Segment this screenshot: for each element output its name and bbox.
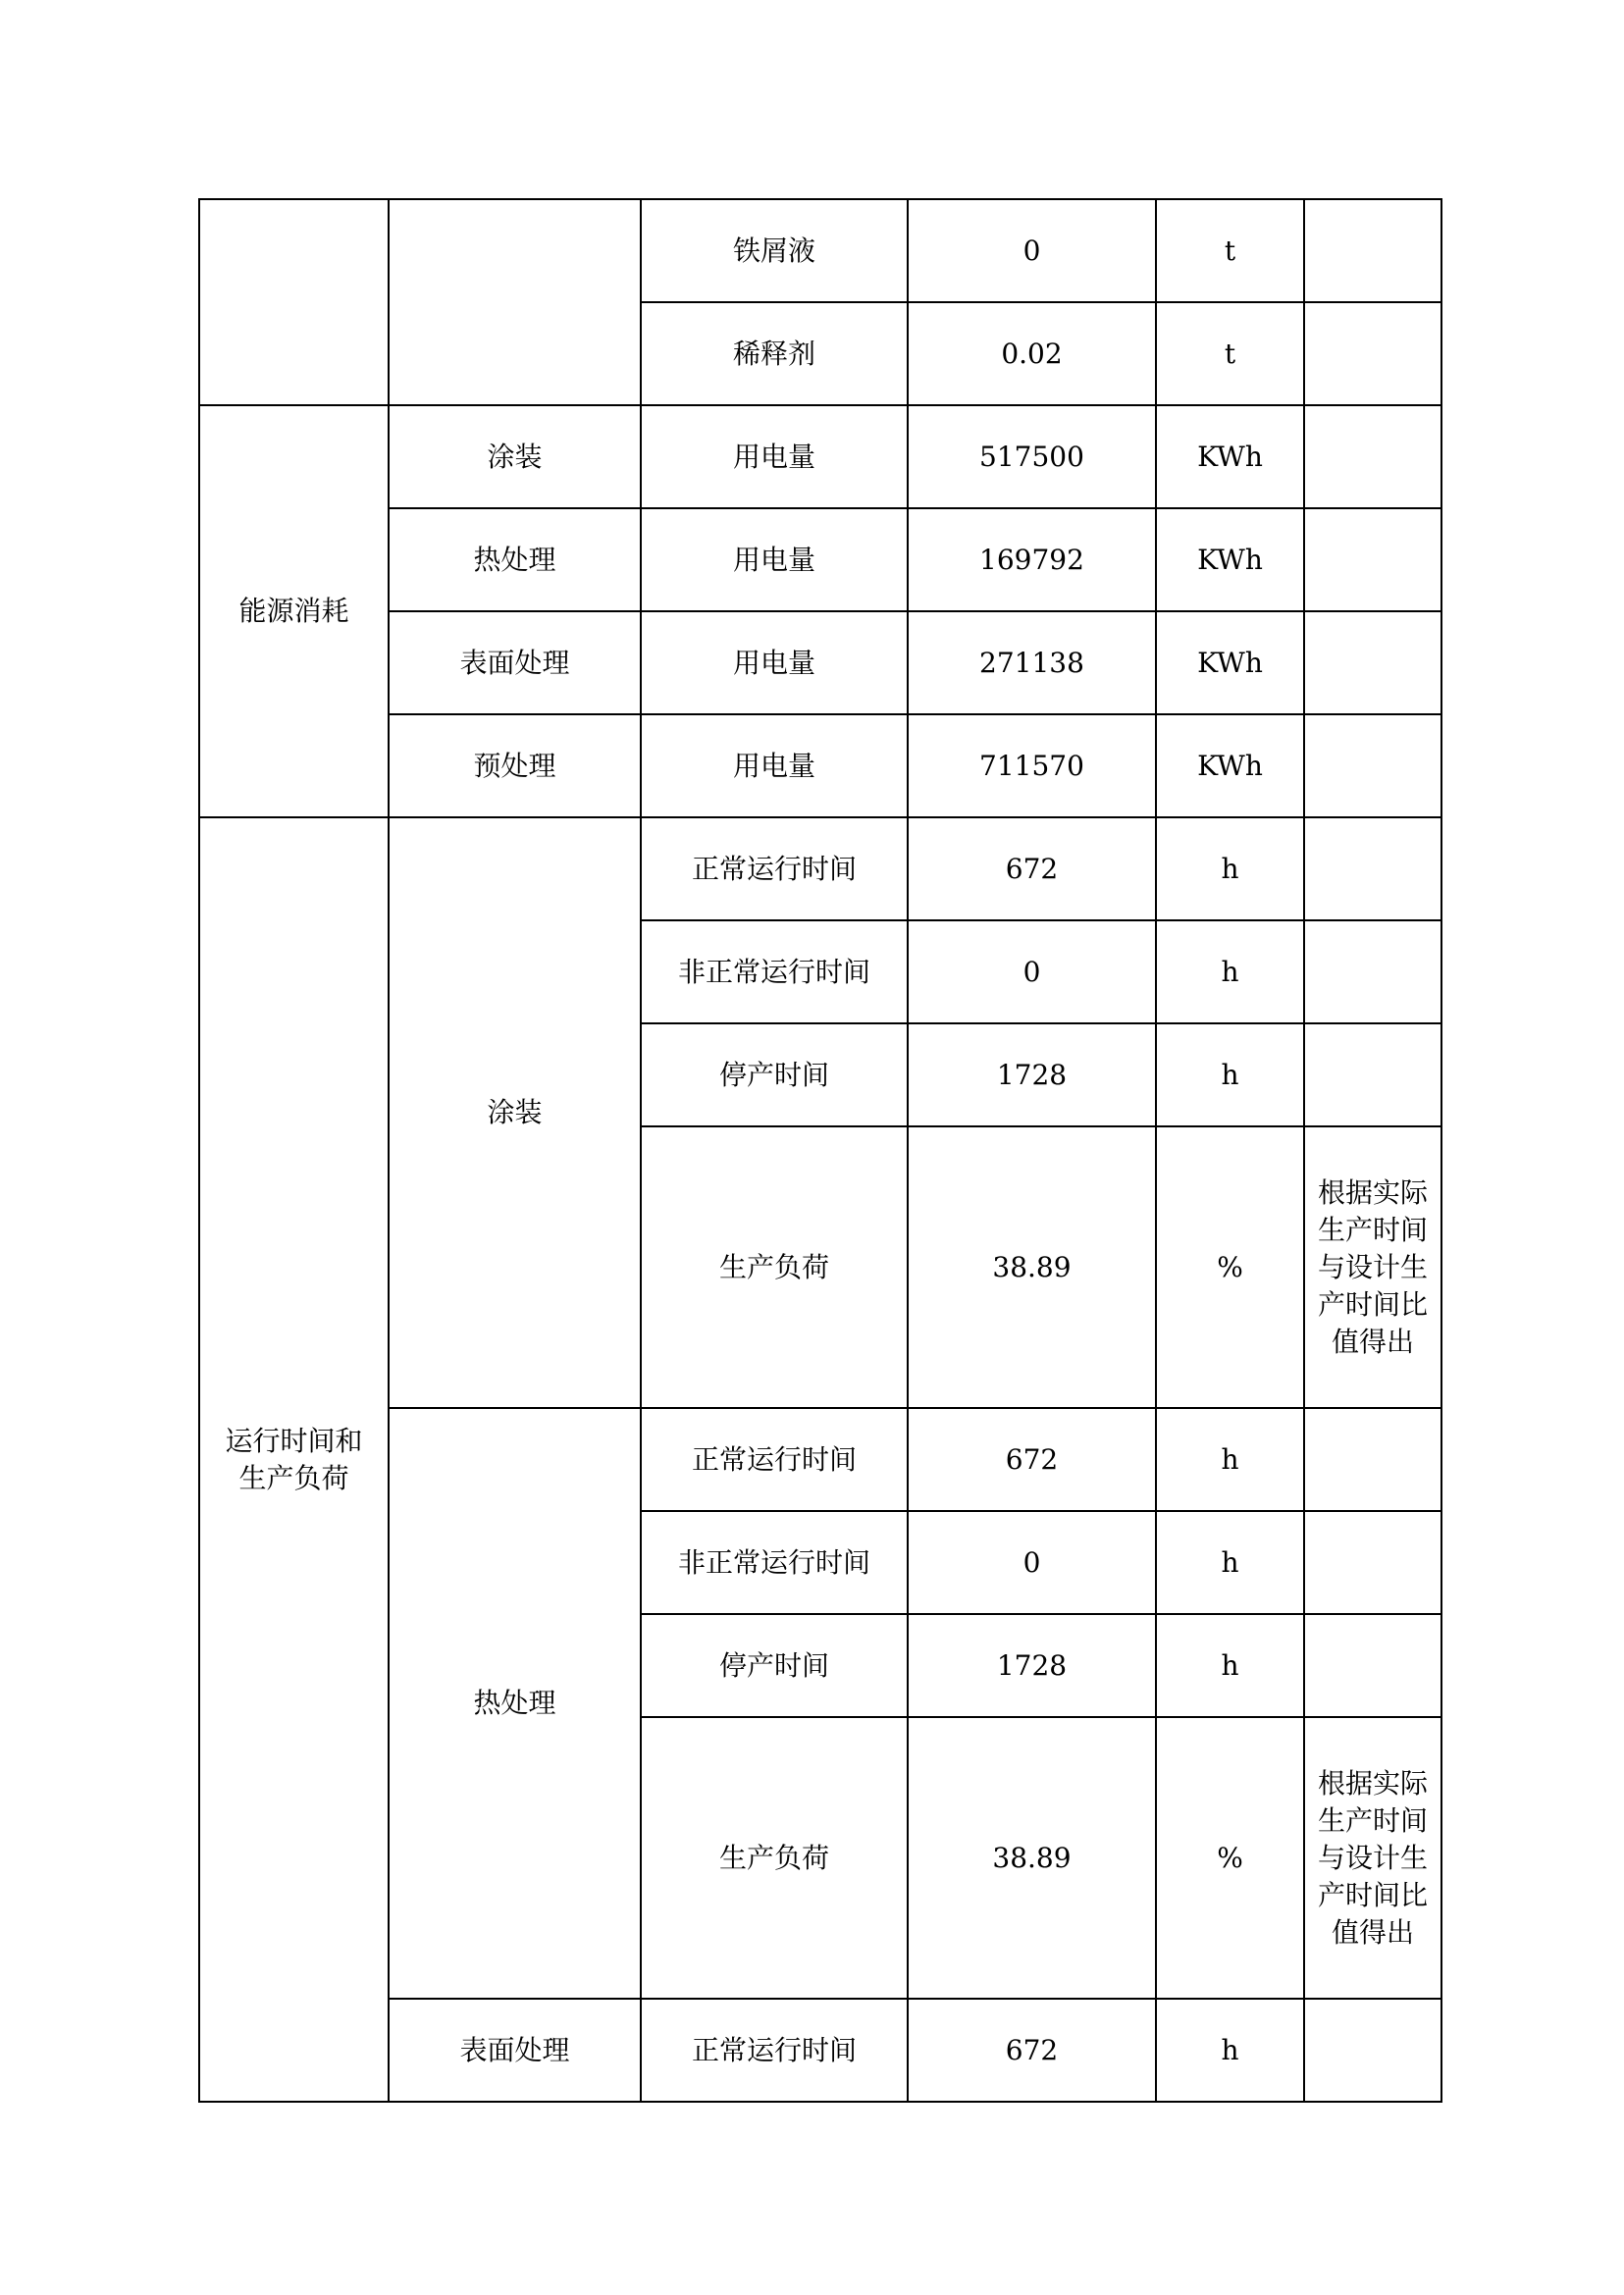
- value-cell: 672: [908, 1408, 1156, 1511]
- value-cell: 271138: [908, 611, 1156, 714]
- unit-cell: h: [1156, 1408, 1304, 1511]
- unit-cell: t: [1156, 199, 1304, 302]
- note-cell: [1304, 1408, 1441, 1511]
- unit-cell: h: [1156, 817, 1304, 920]
- process-cell-coating: 涂装: [389, 817, 641, 1408]
- process-cell: 表面处理: [389, 611, 641, 714]
- unit-cell: %: [1156, 1126, 1304, 1408]
- category-operation: [199, 817, 389, 2102]
- value-cell: 1728: [908, 1614, 1156, 1717]
- table-row: [199, 405, 1441, 508]
- process-cell-surface: 表面处理: [389, 1999, 641, 2102]
- value-cell: 0: [908, 1511, 1156, 1614]
- unit-cell: KWh: [1156, 611, 1304, 714]
- process-cell: 热处理: [389, 508, 641, 611]
- note-cell: [1304, 714, 1441, 817]
- category-cell-continued: [199, 199, 389, 405]
- data-table: [198, 198, 1442, 2103]
- note-cell: [1304, 611, 1441, 714]
- unit-cell: h: [1156, 1614, 1304, 1717]
- value-cell: 169792: [908, 508, 1156, 611]
- note-cell: [1304, 817, 1441, 920]
- unit-cell: h: [1156, 920, 1304, 1023]
- process-cell: 预处理: [389, 714, 641, 817]
- category-energy: 能源消耗: [199, 405, 389, 817]
- note-cell: [1304, 508, 1441, 611]
- item-cell: 停产时间: [641, 1614, 908, 1717]
- unit-cell: h: [1156, 1023, 1304, 1126]
- item-cell: 正常运行时间: [641, 1999, 908, 2102]
- value-cell: 1728: [908, 1023, 1156, 1126]
- value-cell: 0.02: [908, 302, 1156, 405]
- category-operation-line1: 运行时间和: [225, 1424, 363, 1457]
- note-cell: [1304, 405, 1441, 508]
- item-cell: 铁屑液: [641, 199, 908, 302]
- note-cell: [1304, 199, 1441, 302]
- unit-cell: %: [1156, 1717, 1304, 1999]
- item-cell: 正常运行时间: [641, 817, 908, 920]
- value-cell: 672: [908, 1999, 1156, 2102]
- item-cell: 生产负荷: [641, 1126, 908, 1408]
- process-cell: 涂装: [389, 405, 641, 508]
- value-cell: 672: [908, 817, 1156, 920]
- note-cell: [1304, 1999, 1441, 2102]
- unit-cell: t: [1156, 302, 1304, 405]
- note-cell: 根据实际生产时间与设计生产时间比值得出: [1304, 1126, 1441, 1408]
- note-cell: [1304, 1023, 1441, 1126]
- value-cell: 711570: [908, 714, 1156, 817]
- item-cell: 稀释剂: [641, 302, 908, 405]
- note-cell: [1304, 1614, 1441, 1717]
- note-cell: [1304, 302, 1441, 405]
- item-cell: 非正常运行时间: [641, 1511, 908, 1614]
- item-cell: 用电量: [641, 714, 908, 817]
- unit-cell: h: [1156, 1999, 1304, 2102]
- item-cell: 用电量: [641, 405, 908, 508]
- value-cell: 0: [908, 920, 1156, 1023]
- value-cell: 517500: [908, 405, 1156, 508]
- table-row: [199, 817, 1441, 920]
- unit-cell: h: [1156, 1511, 1304, 1614]
- unit-cell: KWh: [1156, 714, 1304, 817]
- item-cell: 非正常运行时间: [641, 920, 908, 1023]
- unit-cell: KWh: [1156, 405, 1304, 508]
- value-cell: 0: [908, 199, 1156, 302]
- unit-cell: KWh: [1156, 508, 1304, 611]
- process-cell-heat: 热处理: [389, 1408, 641, 1999]
- item-cell: 正常运行时间: [641, 1408, 908, 1511]
- value-cell: 38.89: [908, 1126, 1156, 1408]
- process-cell-continued: [389, 199, 641, 405]
- note-cell: [1304, 920, 1441, 1023]
- item-cell: 用电量: [641, 611, 908, 714]
- note-cell: [1304, 1511, 1441, 1614]
- item-cell: 生产负荷: [641, 1717, 908, 1999]
- item-cell: 停产时间: [641, 1023, 908, 1126]
- category-operation-line2: 生产负荷: [238, 1461, 349, 1494]
- item-cell: 用电量: [641, 508, 908, 611]
- table-row: [199, 199, 1441, 302]
- value-cell: 38.89: [908, 1717, 1156, 1999]
- note-cell: 根据实际生产时间与设计生产时间比值得出: [1304, 1717, 1441, 1999]
